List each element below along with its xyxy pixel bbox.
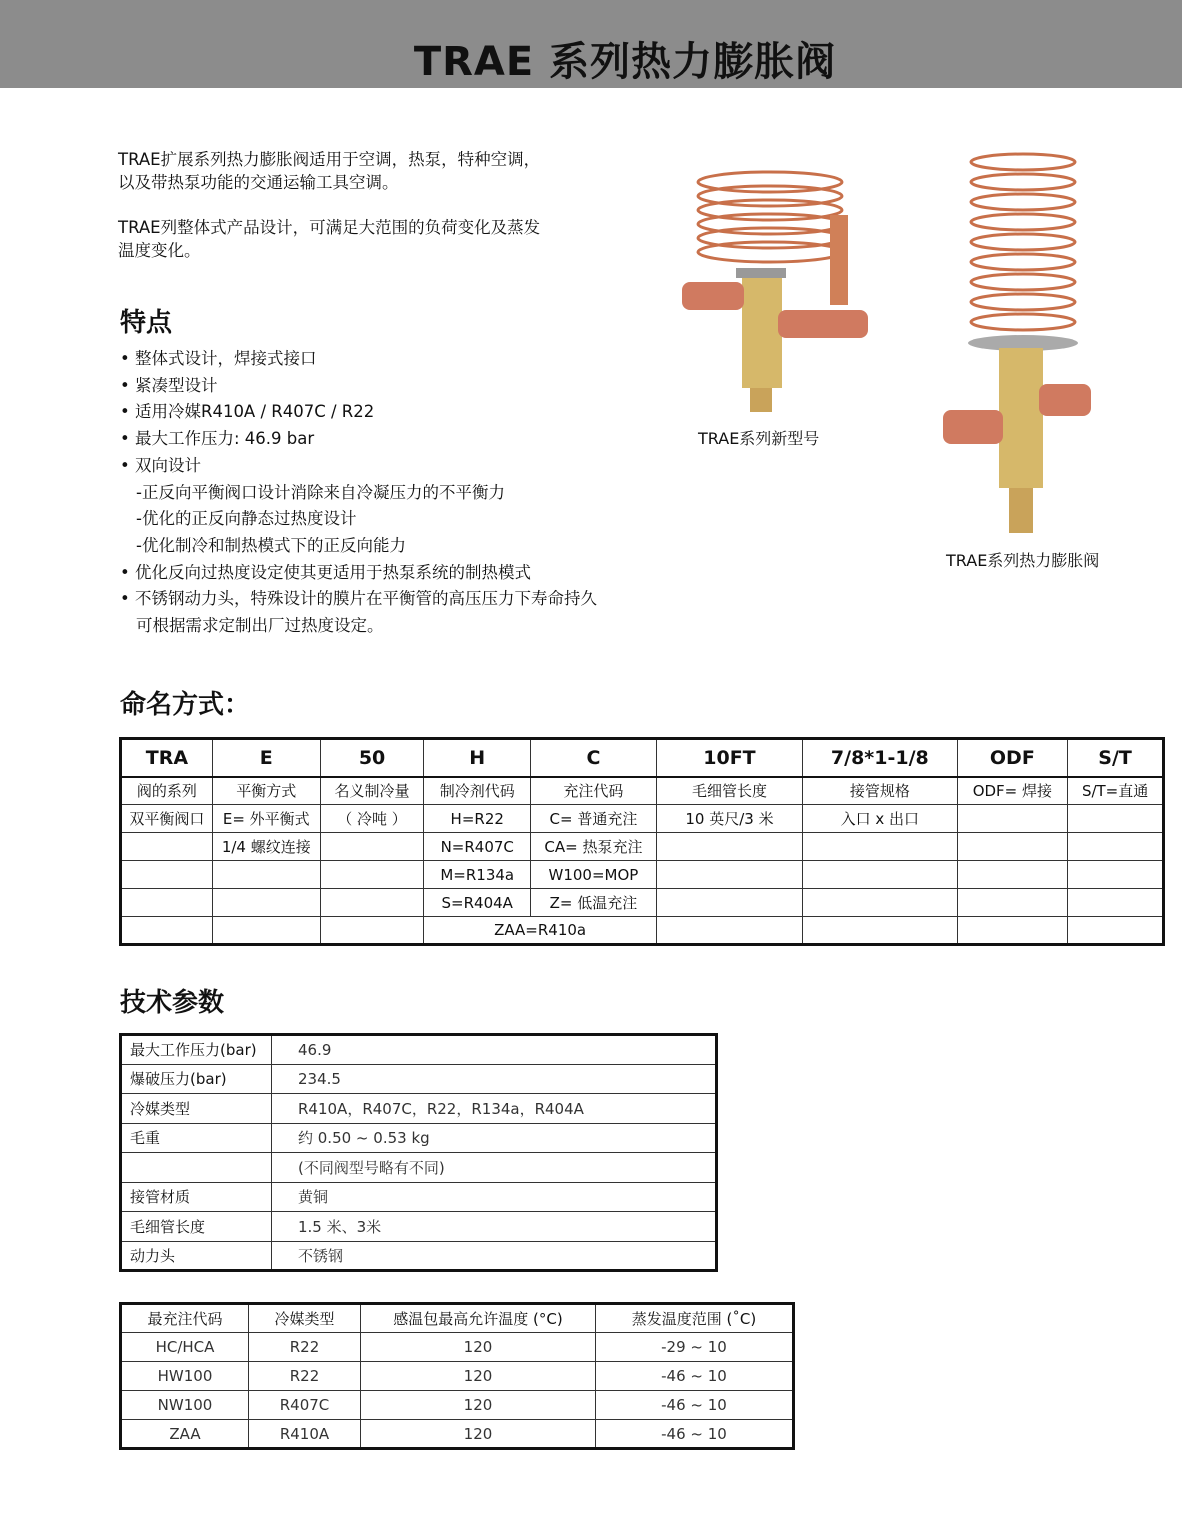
- table-cell: R407C: [249, 1391, 361, 1420]
- param-value: R410A，R407C，R22，R134a，R404A: [272, 1094, 717, 1124]
- table-cell: [121, 889, 213, 917]
- feature-item: • 紧凑型设计: [120, 375, 218, 395]
- feature-subitem: 可根据需求定制出厂过热度设定。: [136, 616, 384, 636]
- table-cell: 120: [361, 1391, 596, 1420]
- param-value: 约 0.50 ~ 0.53 kg: [272, 1123, 717, 1153]
- header-cell: C: [531, 739, 657, 777]
- table-cell: 120: [361, 1420, 596, 1449]
- header-cell: 蒸发温度范围 (˚C): [596, 1304, 794, 1333]
- table-cell: [656, 833, 802, 861]
- tech-params-table: [119, 1033, 718, 1272]
- table-row: [121, 777, 1164, 805]
- intro-line: 温度变化。: [118, 241, 201, 260]
- table-cell: -46 ~ 10: [596, 1391, 794, 1420]
- table-cell: 10 英尺/3 米: [656, 805, 802, 833]
- table-cell: S/T=直通: [1068, 777, 1164, 805]
- table-cell: [320, 917, 424, 945]
- table-row: [121, 833, 1164, 861]
- table-cell: HW100: [121, 1362, 249, 1391]
- table-cell: HC/HCA: [121, 1333, 249, 1362]
- table-cell: [212, 917, 320, 945]
- table-cell: [1068, 833, 1164, 861]
- feature-item: • 不锈钢动力头，特殊设计的膜片在平衡管的高压压力下寿命持久: [120, 589, 597, 609]
- table-cell: [803, 861, 957, 889]
- table-cell: [320, 833, 424, 861]
- table-cell: [803, 917, 957, 945]
- table-cell: （ 冷吨 ）: [320, 805, 424, 833]
- intro-line: 以及带热泵功能的交通运输工具空调。: [118, 173, 399, 192]
- table-cell: [957, 833, 1068, 861]
- table-cell: 入口 x 出口: [803, 805, 957, 833]
- param-label: 动力头: [121, 1241, 272, 1271]
- table-row: [121, 889, 1164, 917]
- param-label: [121, 1153, 272, 1183]
- table-cell: [656, 889, 802, 917]
- param-label: 接管材质: [121, 1182, 272, 1212]
- table-cell: [320, 889, 424, 917]
- header-cell: E: [212, 739, 320, 777]
- intro-line: TRAE扩展系列热力膨胀阀适用于空调，热泵，特种空调，: [118, 150, 541, 169]
- header-cell: ODF: [957, 739, 1068, 777]
- table-cell: [1068, 861, 1164, 889]
- table-cell: ODF= 焊接: [957, 777, 1068, 805]
- feature-subitem: -优化制冷和制热模式下的正反向能力: [136, 535, 406, 555]
- table-cell: C= 普通充注: [531, 805, 657, 833]
- table-cell: [1068, 917, 1164, 945]
- table-cell: 1/4 螺纹连接: [212, 833, 320, 861]
- header-cell: S/T: [1068, 739, 1164, 777]
- param-value: (不同阀型号略有不同): [272, 1153, 717, 1183]
- table-row: [121, 1123, 717, 1153]
- valve-image-trae: [935, 148, 1105, 543]
- table-cell: [957, 861, 1068, 889]
- table-cell: [320, 861, 424, 889]
- header-cell: TRA: [121, 739, 213, 777]
- features-heading: 特点: [120, 308, 173, 338]
- table-cell: [212, 889, 320, 917]
- param-value: 黄铜: [272, 1182, 717, 1212]
- table-cell: [1068, 805, 1164, 833]
- table-cell: -29 ~ 10: [596, 1333, 794, 1362]
- table-row: [121, 917, 1164, 945]
- table-row: [121, 1333, 794, 1362]
- table-cell: R410A: [249, 1420, 361, 1449]
- table-cell: 充注代码: [531, 777, 657, 805]
- table-row: [121, 861, 1164, 889]
- table-cell: R22: [249, 1333, 361, 1362]
- param-value: 1.5 米、3米: [272, 1212, 717, 1242]
- features-list: [120, 346, 597, 640]
- param-label: 冷媒类型: [121, 1094, 272, 1124]
- header-cell: 10FT: [656, 739, 802, 777]
- intro-line: TRAE列整体式产品设计，可满足大范围的负荷变化及蒸发: [118, 218, 541, 237]
- table-cell: [121, 833, 213, 861]
- param-value: 不锈钢: [272, 1241, 717, 1271]
- table-row: [121, 1182, 717, 1212]
- param-label: 最大工作压力(bar): [121, 1035, 272, 1065]
- table-cell: 平衡方式: [212, 777, 320, 805]
- table-row: [121, 1420, 794, 1449]
- table-header-row: [121, 739, 1164, 777]
- table-cell-merged: ZAA=R410a: [424, 917, 656, 945]
- table-cell: [656, 917, 802, 945]
- tech-heading: 技术参数: [120, 988, 225, 1018]
- table-row: [121, 1153, 717, 1183]
- table-cell: NW100: [121, 1391, 249, 1420]
- table-row: [121, 1094, 717, 1124]
- table-row: [121, 1362, 794, 1391]
- feature-item: • 整体式设计，焊接式接口: [120, 349, 317, 368]
- table-row: [121, 1035, 717, 1065]
- feature-item: • 优化反向过热度设定使其更适用于热泵系统的制热模式: [120, 562, 531, 582]
- table-header-row: [121, 1304, 794, 1333]
- table-cell: 制冷剂代码: [424, 777, 531, 805]
- header-cell: 冷媒类型: [249, 1304, 361, 1333]
- table-cell: S=R404A: [424, 889, 531, 917]
- table-cell: 毛细管长度: [656, 777, 802, 805]
- table-cell: 阀的系列: [121, 777, 213, 805]
- header-cell: 最充注代码: [121, 1304, 249, 1333]
- table-cell: [803, 833, 957, 861]
- table-cell: CA= 热泵充注: [531, 833, 657, 861]
- param-label: 毛细管长度: [121, 1212, 272, 1242]
- table-row: [121, 1212, 717, 1242]
- table-row: [121, 805, 1164, 833]
- header-cell: 50: [320, 739, 424, 777]
- table-cell: R22: [249, 1362, 361, 1391]
- table-cell: H=R22: [424, 805, 531, 833]
- param-value: 234.5: [272, 1064, 717, 1094]
- table-cell: [957, 889, 1068, 917]
- table-cell: -46 ~ 10: [596, 1420, 794, 1449]
- table-cell: 120: [361, 1362, 596, 1391]
- table-cell: [957, 805, 1068, 833]
- table-cell: [1068, 889, 1164, 917]
- header-cell: 感温包最高允许温度 (°C): [361, 1304, 596, 1333]
- naming-table: [119, 737, 1165, 946]
- table-cell: [803, 889, 957, 917]
- table-cell: [212, 861, 320, 889]
- feature-item: • 双向设计: [120, 455, 201, 475]
- table-cell: N=R407C: [424, 833, 531, 861]
- page-title: TRAE 系列热力膨胀阀: [413, 39, 837, 85]
- naming-heading: 命名方式：: [120, 690, 251, 720]
- table-cell: [121, 917, 213, 945]
- charge-temperature-table: [119, 1302, 795, 1450]
- feature-subitem: -优化的正反向静态过热度设计: [136, 509, 357, 529]
- valve-image-new-model: [670, 160, 900, 420]
- param-label: 爆破压力(bar): [121, 1064, 272, 1094]
- table-cell: 接管规格: [803, 777, 957, 805]
- param-label: 毛重: [121, 1123, 272, 1153]
- table-cell: [121, 861, 213, 889]
- image-caption: TRAE系列热力膨胀阀: [946, 551, 1100, 570]
- table-cell: ZAA: [121, 1420, 249, 1449]
- table-cell: W100=MOP: [531, 861, 657, 889]
- table-cell: 名义制冷量: [320, 777, 424, 805]
- table-cell: 120: [361, 1333, 596, 1362]
- table-row: [121, 1241, 717, 1271]
- table-cell: 双平衡阀口: [121, 805, 213, 833]
- table-row: [121, 1391, 794, 1420]
- feature-item: • 适用冷媒R410A / R407C / R22: [120, 402, 375, 422]
- feature-subitem: -正反向平衡阀口设计消除来自冷凝压力的不平衡力: [136, 482, 505, 502]
- table-row: [121, 1064, 717, 1094]
- param-value: 46.9: [272, 1035, 717, 1065]
- table-cell: E= 外平衡式: [212, 805, 320, 833]
- table-cell: M=R134a: [424, 861, 531, 889]
- feature-item: • 最大工作压力: 46.9 bar: [120, 429, 315, 449]
- header-cell: 7/8*1-1/8: [803, 739, 957, 777]
- table-cell: Z= 低温充注: [531, 889, 657, 917]
- header-cell: H: [424, 739, 531, 777]
- table-cell: [656, 861, 802, 889]
- table-cell: -46 ~ 10: [596, 1362, 794, 1391]
- table-cell: [957, 917, 1068, 945]
- image-caption: TRAE系列新型号: [698, 429, 820, 448]
